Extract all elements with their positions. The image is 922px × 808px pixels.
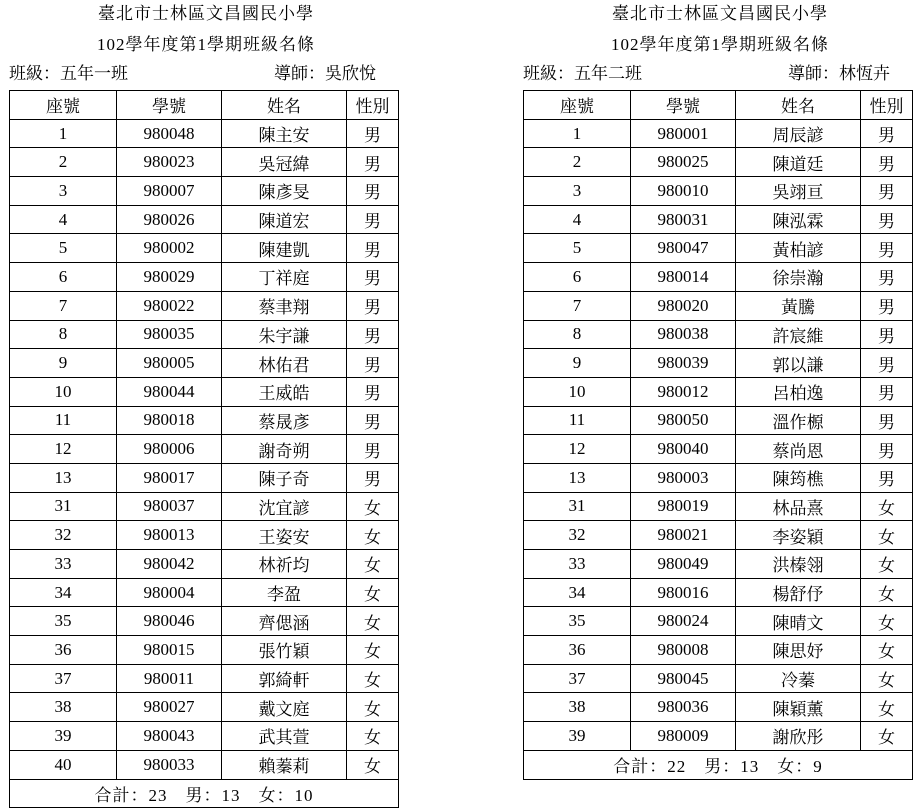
gender-cell: 男: [861, 119, 913, 148]
school-name: 臺北市士林區文昌國民小學: [98, 4, 314, 23]
table-body: [10, 119, 399, 779]
header-row: [10, 91, 399, 120]
table-row: [10, 435, 399, 464]
table-row: [524, 463, 913, 492]
seat-cell: 10: [524, 377, 631, 406]
gender-cell: 男: [861, 377, 913, 406]
gender-cell: 男: [347, 148, 399, 177]
table-row: [524, 177, 913, 206]
name-cell: 郭綺軒: [222, 664, 347, 693]
seat-cell: 6: [524, 263, 631, 292]
student-id-cell: 980046: [117, 607, 222, 636]
student-id-cell: 980027: [117, 693, 222, 722]
table-row: [524, 578, 913, 607]
gender-cell: 女: [347, 664, 399, 693]
class-label: 班級：五年二班: [523, 64, 642, 83]
class-info-row: [6, 64, 406, 84]
name-cell: 李盈: [222, 578, 347, 607]
table-row: [524, 234, 913, 263]
gender-cell: 男: [861, 148, 913, 177]
table-row: [524, 607, 913, 636]
footer-row: [524, 750, 913, 779]
seat-cell: 37: [10, 664, 117, 693]
table-row: [524, 664, 913, 693]
seat-cell: 36: [524, 636, 631, 665]
table-row: [524, 521, 913, 550]
table-row: [10, 234, 399, 263]
gender-cell: 女: [347, 636, 399, 665]
class-roster-panel-2: [520, 0, 920, 780]
seat-cell: 32: [10, 521, 117, 550]
name-cell: 王姿安: [222, 521, 347, 550]
gender-cell: 男: [861, 263, 913, 292]
name-cell: 陳建凱: [222, 234, 347, 263]
table-row: [524, 291, 913, 320]
name-cell: 齊偲涵: [222, 607, 347, 636]
roster-table: [9, 90, 399, 808]
gender-cell: 男: [861, 234, 913, 263]
name-cell: 丁祥庭: [222, 263, 347, 292]
seat-cell: 1: [10, 119, 117, 148]
name-cell: 洪榛翎: [736, 550, 861, 579]
student-id-cell: 980011: [117, 664, 222, 693]
student-id-cell: 980019: [631, 492, 736, 521]
table-row: [10, 349, 399, 378]
teacher-label: 導師：林恆卉: [788, 64, 890, 83]
gender-cell: 女: [347, 492, 399, 521]
name-cell: 武其萱: [222, 722, 347, 751]
name-cell: 蔡晟彥: [222, 406, 347, 435]
seat-cell: 5: [10, 234, 117, 263]
name-cell: 沈宜諺: [222, 492, 347, 521]
name-cell: 冷蓁: [736, 664, 861, 693]
name-cell: 戴文庭: [222, 693, 347, 722]
gender-cell: 女: [861, 492, 913, 521]
name-cell: 林品熹: [736, 492, 861, 521]
name-cell: 蔡尚恩: [736, 435, 861, 464]
name-cell: 張竹穎: [222, 636, 347, 665]
table-row: [524, 435, 913, 464]
name-cell: 陳晴文: [736, 607, 861, 636]
gender-cell: 男: [861, 205, 913, 234]
table-footer: [524, 750, 913, 779]
student-id-cell: 980035: [117, 320, 222, 349]
student-id-cell: 980044: [117, 377, 222, 406]
gender-cell: 男: [347, 119, 399, 148]
name-cell: 吳冠緯: [222, 148, 347, 177]
name-cell: 陳思妤: [736, 636, 861, 665]
name-cell: 許宸維: [736, 320, 861, 349]
table-row: [524, 693, 913, 722]
gender-cell: 女: [861, 550, 913, 579]
student-id-cell: 980008: [631, 636, 736, 665]
name-cell: 謝欣彤: [736, 722, 861, 751]
table-row: [10, 205, 399, 234]
gender-cell: 女: [347, 578, 399, 607]
student-id-cell: 980033: [117, 750, 222, 779]
student-id-cell: 980048: [117, 119, 222, 148]
name-cell: 陳筠樵: [736, 463, 861, 492]
gender-cell: 女: [861, 693, 913, 722]
teacher-label: 導師：吳欣悅: [274, 64, 376, 83]
name-cell: 王威皓: [222, 377, 347, 406]
name-cell: 陳子奇: [222, 463, 347, 492]
gender-cell: 男: [861, 291, 913, 320]
gender-cell: 女: [347, 607, 399, 636]
student-id-cell: 980036: [631, 693, 736, 722]
name-cell: 吳翊亘: [736, 177, 861, 206]
table-row: [524, 550, 913, 579]
school-name: 臺北市士林區文昌國民小學: [612, 4, 828, 23]
student-id-cell: 980025: [631, 148, 736, 177]
student-id-cell: 980016: [631, 578, 736, 607]
table-row: [524, 205, 913, 234]
gender-cell: 男: [347, 263, 399, 292]
student-id-cell: 980024: [631, 607, 736, 636]
name-cell: 黃柏諺: [736, 234, 861, 263]
seat-cell: 8: [524, 320, 631, 349]
student-id-cell: 980029: [117, 263, 222, 292]
name-cell: 楊舒伃: [736, 578, 861, 607]
student-id-cell: 980021: [631, 521, 736, 550]
seat-cell: 4: [524, 205, 631, 234]
table-row: [524, 492, 913, 521]
student-id-cell: 980031: [631, 205, 736, 234]
seat-cell: 39: [10, 722, 117, 751]
seat-cell: 8: [10, 320, 117, 349]
seat-cell: 33: [524, 550, 631, 579]
seat-cell: 2: [10, 148, 117, 177]
gender-cell: 男: [347, 435, 399, 464]
student-id-cell: 980010: [631, 177, 736, 206]
student-id-cell: 980005: [117, 349, 222, 378]
seat-cell: 33: [10, 550, 117, 579]
table-row: [524, 349, 913, 378]
name-cell: 陳主安: [222, 119, 347, 148]
table-row: [10, 263, 399, 292]
footer-row: [10, 779, 399, 808]
table-row: [524, 320, 913, 349]
student-id-cell: 980013: [117, 521, 222, 550]
seat-cell: 31: [524, 492, 631, 521]
table-row: [10, 492, 399, 521]
name-column-header: 姓名: [222, 91, 347, 120]
name-column-header: 姓名: [736, 91, 861, 120]
gender-cell: 女: [861, 636, 913, 665]
gender-cell: 男: [861, 406, 913, 435]
gender-cell: 女: [347, 693, 399, 722]
name-cell: 朱宇謙: [222, 320, 347, 349]
student-id-cell: 980047: [631, 234, 736, 263]
table-row: [10, 693, 399, 722]
table-row: [10, 119, 399, 148]
seat-cell: 1: [524, 119, 631, 148]
table-row: [524, 263, 913, 292]
seat-cell: 37: [524, 664, 631, 693]
table-row: [10, 664, 399, 693]
gender-cell: 男: [347, 320, 399, 349]
document-title: 102學年度第1學期班級名條: [611, 35, 829, 54]
student-id-cell: 980007: [117, 177, 222, 206]
table-row: [10, 521, 399, 550]
gender-cell: 男: [347, 291, 399, 320]
student-id-cell: 980045: [631, 664, 736, 693]
student-id-cell: 980050: [631, 406, 736, 435]
name-cell: 徐崇瀚: [736, 263, 861, 292]
seat-cell: 13: [524, 463, 631, 492]
name-cell: 陳泓霖: [736, 205, 861, 234]
gender-cell: 男: [347, 377, 399, 406]
seat-cell: 35: [10, 607, 117, 636]
student-id-cell: 980037: [117, 492, 222, 521]
student-id-cell: 980023: [117, 148, 222, 177]
table-row: [10, 291, 399, 320]
name-cell: 黃騰: [736, 291, 861, 320]
gender-cell: 女: [861, 722, 913, 751]
seat-cell: 12: [10, 435, 117, 464]
name-cell: 林佑君: [222, 349, 347, 378]
name-cell: 溫作榞: [736, 406, 861, 435]
gender-cell: 男: [347, 205, 399, 234]
table-footer: [10, 779, 399, 808]
seat-cell: 11: [524, 406, 631, 435]
gender-cell: 男: [861, 349, 913, 378]
gender-column-header: 性別: [861, 91, 913, 120]
student-id-cell: 980015: [117, 636, 222, 665]
student-id-column-header: 學號: [117, 91, 222, 120]
document-title: 102學年度第1學期班級名條: [97, 35, 315, 54]
student-id-cell: 980012: [631, 377, 736, 406]
seat-cell: 34: [10, 578, 117, 607]
seat-cell: 11: [10, 406, 117, 435]
seat-cell: 12: [524, 435, 631, 464]
student-id-cell: 980004: [117, 578, 222, 607]
name-cell: 陳道宏: [222, 205, 347, 234]
seat-cell: 36: [10, 636, 117, 665]
student-id-cell: 980017: [117, 463, 222, 492]
student-id-cell: 980014: [631, 263, 736, 292]
gender-cell: 男: [861, 435, 913, 464]
table-row: [10, 722, 399, 751]
gender-cell: 男: [347, 463, 399, 492]
seat-cell: 7: [10, 291, 117, 320]
table-row: [10, 377, 399, 406]
table-row: [10, 320, 399, 349]
seat-cell: 38: [524, 693, 631, 722]
student-id-cell: 980003: [631, 463, 736, 492]
table-row: [10, 636, 399, 665]
seat-cell: 2: [524, 148, 631, 177]
name-cell: 陳穎薰: [736, 693, 861, 722]
roster-table: [523, 90, 913, 780]
student-id-cell: 980042: [117, 550, 222, 579]
seat-cell: 3: [10, 177, 117, 206]
seat-cell: 9: [524, 349, 631, 378]
table-row: [10, 148, 399, 177]
student-id-cell: 980006: [117, 435, 222, 464]
table-row: [10, 607, 399, 636]
student-id-cell: 980018: [117, 406, 222, 435]
gender-cell: 男: [347, 406, 399, 435]
table-row: [10, 177, 399, 206]
gender-cell: 男: [861, 463, 913, 492]
gender-cell: 女: [347, 750, 399, 779]
student-id-cell: 980009: [631, 722, 736, 751]
seat-column-header: 座號: [524, 91, 631, 120]
gender-cell: 男: [347, 349, 399, 378]
seat-cell: 31: [10, 492, 117, 521]
seat-cell: 5: [524, 234, 631, 263]
table-header: [524, 91, 913, 120]
seat-cell: 39: [524, 722, 631, 751]
table-row: [10, 463, 399, 492]
table-header: [10, 91, 399, 120]
student-id-cell: 980038: [631, 320, 736, 349]
name-cell: 賴蓁莉: [222, 750, 347, 779]
student-id-cell: 980049: [631, 550, 736, 579]
header-row: [524, 91, 913, 120]
seat-cell: 32: [524, 521, 631, 550]
student-id-cell: 980002: [117, 234, 222, 263]
name-cell: 郭以謙: [736, 349, 861, 378]
class-roster-panel-1: [6, 0, 406, 808]
seat-cell: 38: [10, 693, 117, 722]
seat-cell: 7: [524, 291, 631, 320]
name-cell: 周辰諺: [736, 119, 861, 148]
seat-cell: 35: [524, 607, 631, 636]
name-cell: 林祈均: [222, 550, 347, 579]
gender-column-header: 性別: [347, 91, 399, 120]
gender-cell: 女: [861, 607, 913, 636]
seat-cell: 3: [524, 177, 631, 206]
table-row: [10, 550, 399, 579]
student-id-cell: 980020: [631, 291, 736, 320]
table-row: [524, 636, 913, 665]
totals-cell: 合計：22 男：13 女：9: [524, 750, 913, 779]
student-id-cell: 980026: [117, 205, 222, 234]
gender-cell: 女: [861, 664, 913, 693]
table-row: [10, 406, 399, 435]
seat-cell: 6: [10, 263, 117, 292]
student-id-cell: 980040: [631, 435, 736, 464]
seat-cell: 4: [10, 205, 117, 234]
name-cell: 李姿穎: [736, 521, 861, 550]
gender-cell: 女: [347, 521, 399, 550]
seat-cell: 13: [10, 463, 117, 492]
student-id-cell: 980001: [631, 119, 736, 148]
gender-cell: 男: [347, 234, 399, 263]
seat-cell: 9: [10, 349, 117, 378]
table-row: [524, 148, 913, 177]
table-body: [524, 119, 913, 750]
table-row: [524, 377, 913, 406]
seat-cell: 10: [10, 377, 117, 406]
gender-cell: 女: [347, 722, 399, 751]
table-row: [524, 119, 913, 148]
gender-cell: 男: [861, 320, 913, 349]
table-row: [524, 406, 913, 435]
class-label: 班級：五年一班: [9, 64, 128, 83]
gender-cell: 女: [861, 521, 913, 550]
name-cell: 陳道廷: [736, 148, 861, 177]
name-cell: 呂柏逸: [736, 377, 861, 406]
seat-cell: 34: [524, 578, 631, 607]
table-row: [524, 722, 913, 751]
table-row: [10, 750, 399, 779]
student-id-cell: 980022: [117, 291, 222, 320]
student-id-cell: 980043: [117, 722, 222, 751]
name-cell: 謝奇朔: [222, 435, 347, 464]
student-id-column-header: 學號: [631, 91, 736, 120]
totals-cell: 合計：23 男：13 女：10: [10, 779, 399, 808]
gender-cell: 女: [347, 550, 399, 579]
class-info-row: [520, 64, 920, 84]
seat-cell: 40: [10, 750, 117, 779]
gender-cell: 男: [861, 177, 913, 206]
name-cell: 陳彥旻: [222, 177, 347, 206]
name-cell: 蔡聿翔: [222, 291, 347, 320]
gender-cell: 男: [347, 177, 399, 206]
gender-cell: 女: [861, 578, 913, 607]
table-row: [10, 578, 399, 607]
student-id-cell: 980039: [631, 349, 736, 378]
seat-column-header: 座號: [10, 91, 117, 120]
